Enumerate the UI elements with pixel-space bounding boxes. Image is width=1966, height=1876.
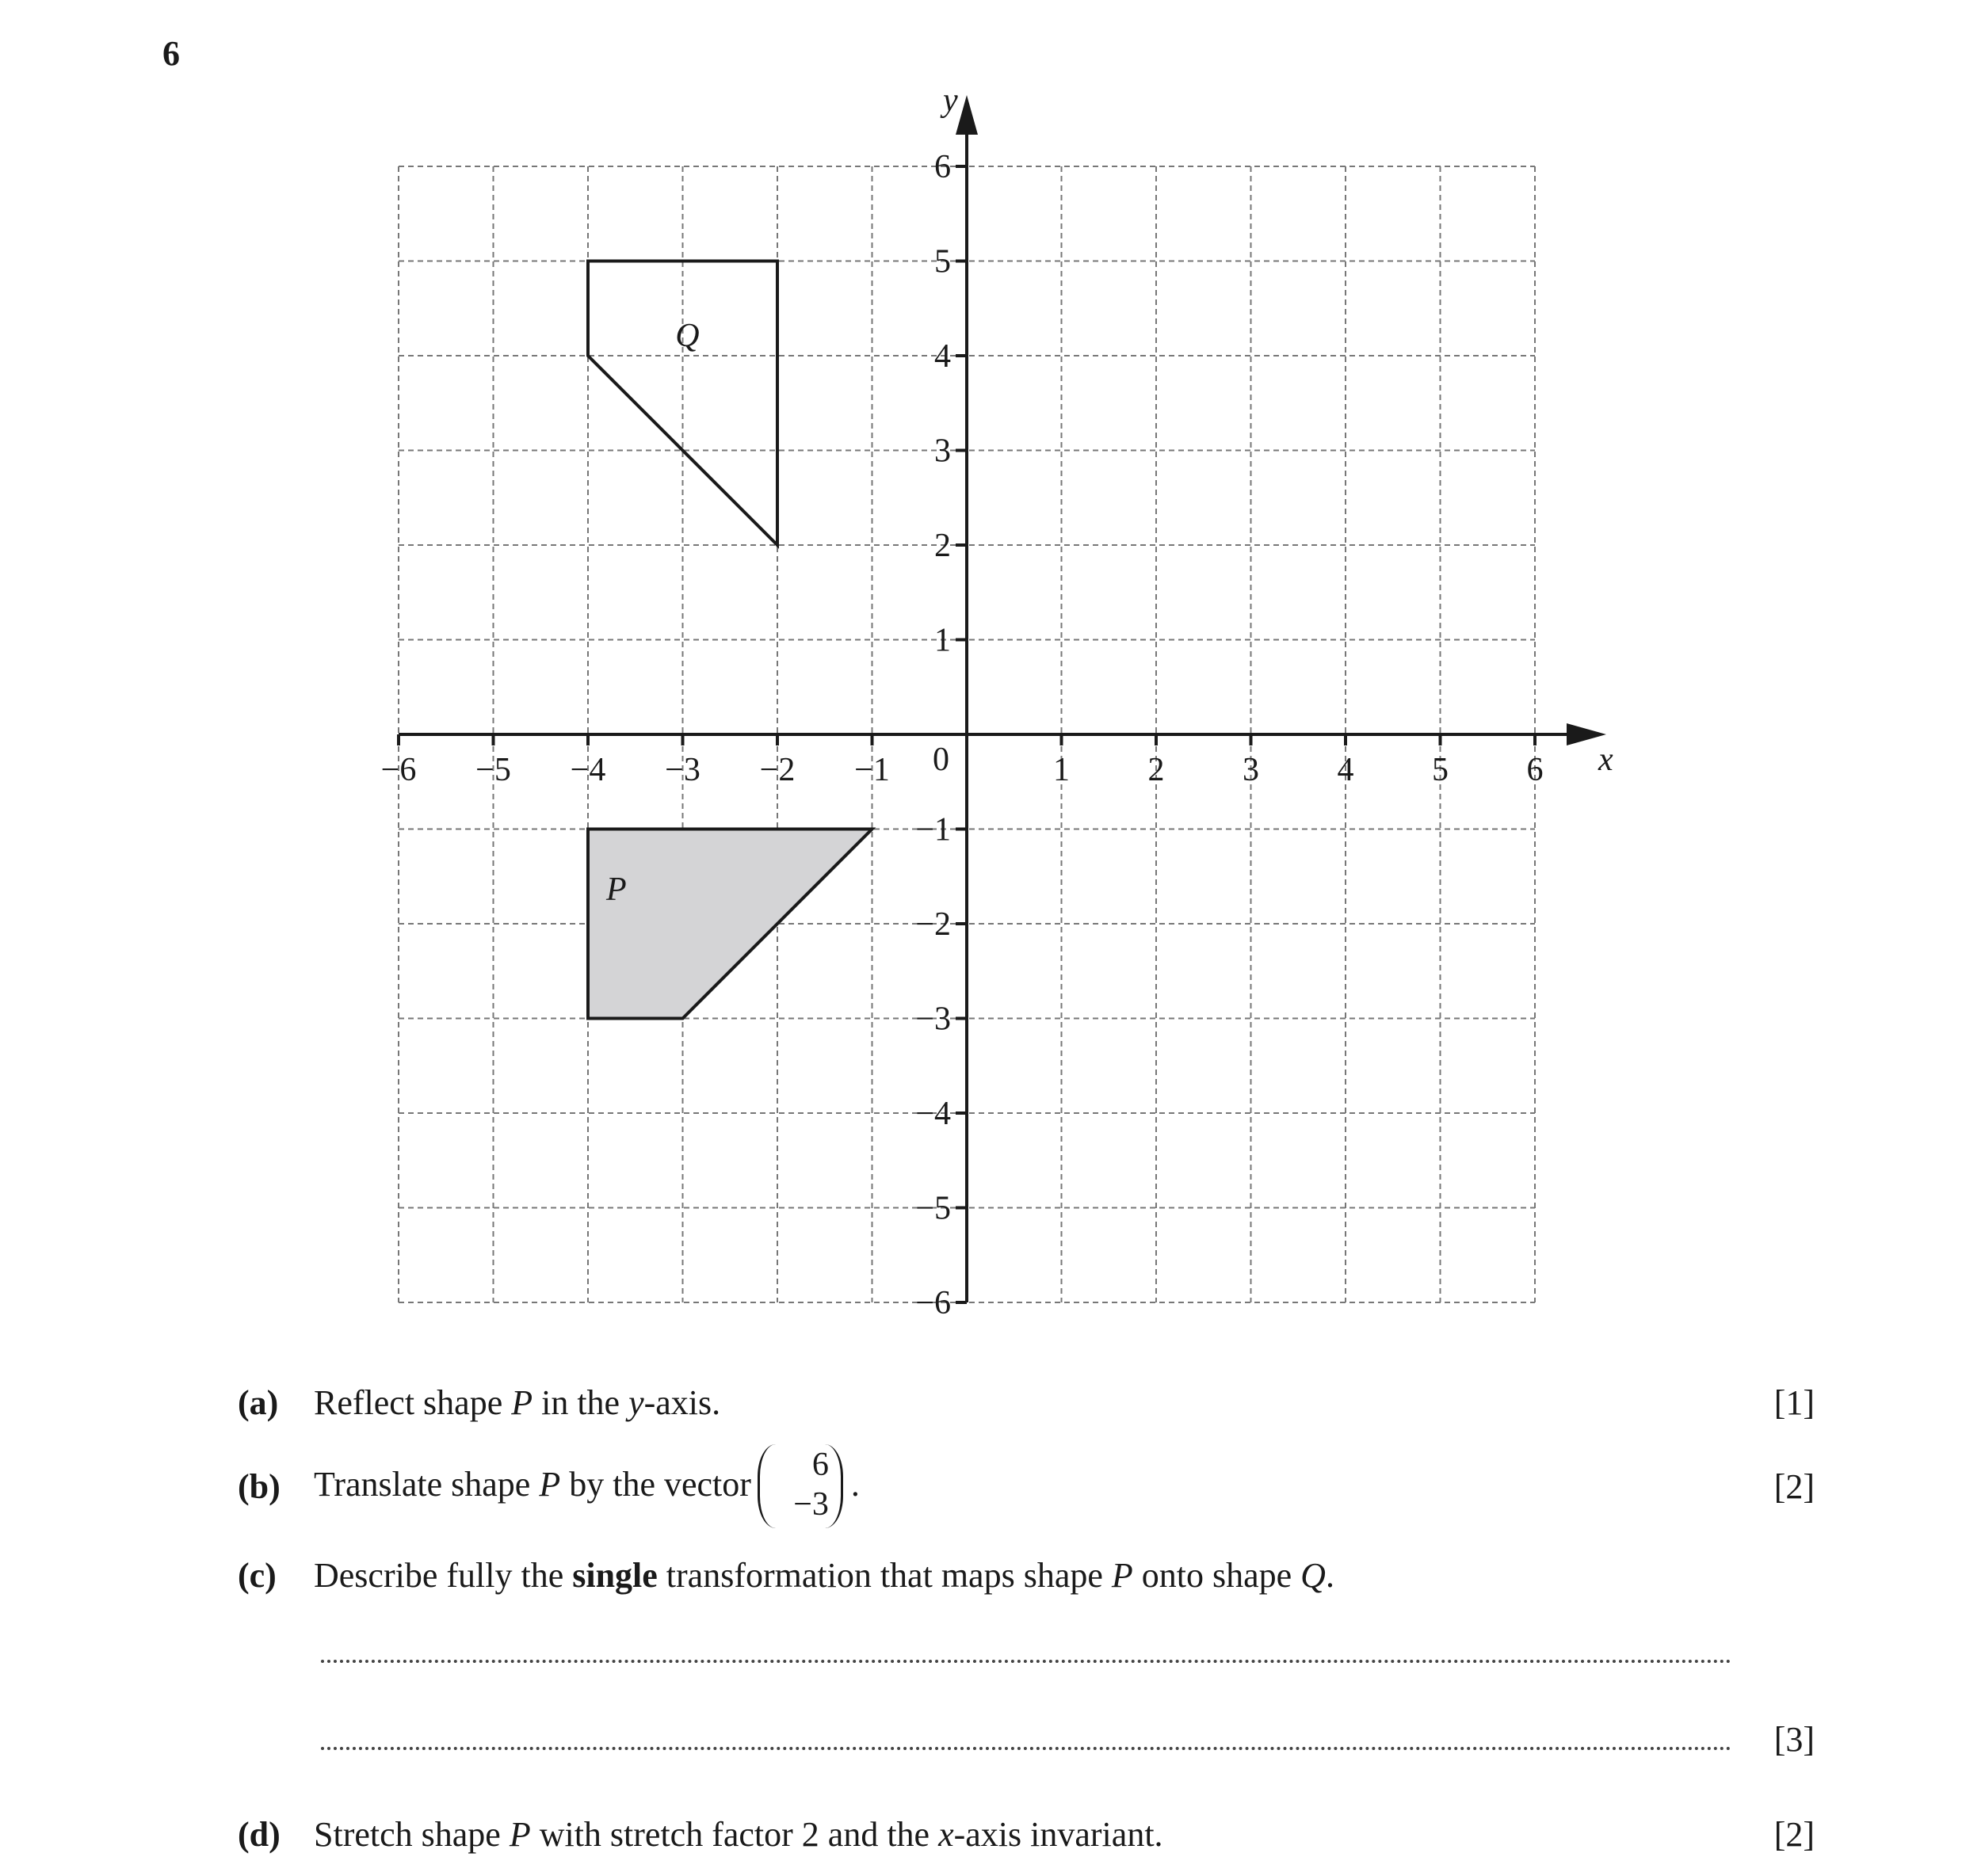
y-tick-label: −4	[915, 1096, 951, 1132]
x-tick-label: 6	[1526, 752, 1544, 788]
x-tick-label: 2	[1147, 752, 1165, 788]
y-tick-label: 5	[934, 243, 951, 280]
x-axis-label: x	[1598, 742, 1613, 778]
x-tick-label: 3	[1243, 752, 1259, 788]
y-tick-label: 1	[934, 622, 951, 659]
y-tick-label: 4	[934, 338, 951, 375]
part-c-marks: [3]	[1773, 1720, 1815, 1759]
answer-line-2[interactable]	[321, 1747, 1731, 1750]
part-d-marks: [2]	[1773, 1815, 1815, 1854]
part-a-marks: [1]	[1773, 1383, 1815, 1422]
x-tick-label: −1	[854, 752, 890, 788]
y-tick-label: −3	[915, 1001, 951, 1038]
x-tick-label: 5	[1432, 752, 1449, 788]
y-tick-label: 2	[934, 528, 951, 564]
shape-p-label: P	[606, 871, 627, 909]
y-tick-label: 3	[934, 433, 951, 470]
x-tick-label: −3	[665, 752, 701, 788]
x-tick-label: 1	[1053, 752, 1070, 788]
tick-labels	[381, 82, 1613, 1321]
part-b-marks: [2]	[1773, 1467, 1815, 1506]
part-d-text: Stretch shape P with stretch factor 2 and the x-axis invariant.	[314, 1815, 1163, 1854]
part-b-text: Translate shape P by the vector 6 −3 .	[314, 1444, 860, 1531]
part-a-label: (a)	[238, 1383, 279, 1422]
vector-bottom: −3	[793, 1486, 829, 1523]
x-tick-label: 4	[1337, 752, 1354, 788]
y-axis-arrow	[956, 95, 978, 135]
y-tick-label: −1	[915, 811, 951, 848]
column-vector	[756, 1444, 849, 1531]
shape-q-label: Q	[675, 318, 700, 355]
answer-line-1[interactable]	[321, 1660, 1731, 1663]
part-c-text: Describe fully the single transformation that maps shape P onto shape Q.	[314, 1556, 1334, 1595]
part-d-label: (d)	[238, 1815, 281, 1854]
y-axis-label: y	[943, 82, 958, 119]
y-tick-label: 6	[934, 149, 951, 185]
origin-label: 0	[933, 742, 949, 778]
x-tick-label: −4	[570, 752, 606, 788]
part-c-label: (c)	[238, 1556, 277, 1595]
x-tick-label: −5	[475, 752, 511, 788]
x-tick-label: −2	[759, 752, 796, 788]
x-tick-label: −6	[380, 752, 417, 788]
y-tick-label: −5	[915, 1190, 951, 1227]
axes	[399, 95, 1606, 1302]
part-a-text: Reflect shape P in the y-axis.	[314, 1383, 721, 1422]
question-number: 6	[162, 34, 180, 73]
y-tick-label: −6	[915, 1285, 951, 1321]
y-tick-label: −2	[915, 906, 951, 943]
vector-top: 6	[811, 1447, 829, 1483]
part-b-label: (b)	[238, 1467, 281, 1506]
